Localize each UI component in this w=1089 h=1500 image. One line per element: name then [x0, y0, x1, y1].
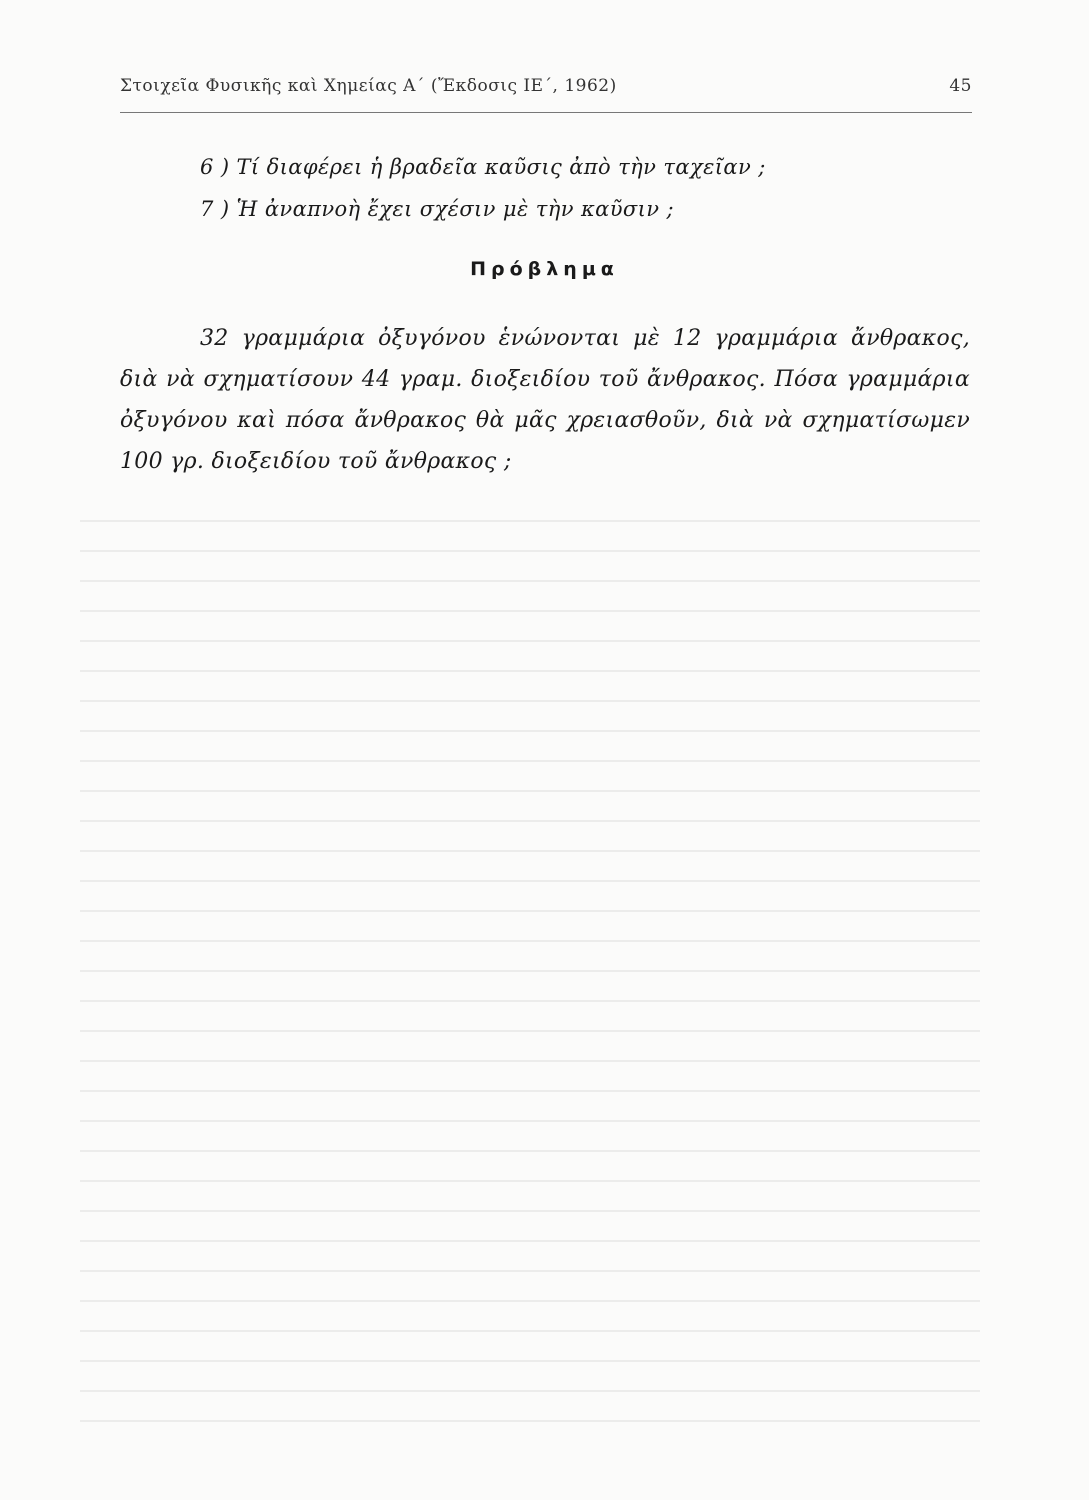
question-6: 6 ) Τί διαφέρει ἡ βραδεῖα καῦσις ἀπὸ τὴν ταχεῖαν ;: [200, 155, 766, 179]
header-rule: [120, 112, 972, 113]
running-header: [120, 76, 972, 96]
problem-heading: Πρόβλημα: [470, 258, 619, 280]
page-number: 45: [949, 76, 972, 96]
question-7: 7 ) Ἡ ἀναπνοὴ ἔχει σχέσιν μὲ τὴν καῦσιν ;: [200, 197, 674, 221]
problem-text: 32 γραμμάρια ὀξυγόνου ἑνώνονται μὲ 12 γραμμάρια ἄνθρακος, διὰ νὰ σχηματίσουν 44 γραμ. διοξειδίου τοῦ ἄνθρακος. Πόσα γραμμάρια ὀξυγόνου καὶ πόσα ἄνθρακος θὰ μᾶς χρειασθοῦν, διὰ νὰ σχηματίσωμεν 100 γρ. διοξειδίου τοῦ ἄνθρακος ;: [120, 326, 970, 474]
header-title: Στοιχεῖα Φυσικῆς καὶ Χημείας Α΄ (Ἔκδοσις ΙΕ΄, 1962): [120, 76, 617, 96]
show-through-texture: [80, 520, 980, 1440]
